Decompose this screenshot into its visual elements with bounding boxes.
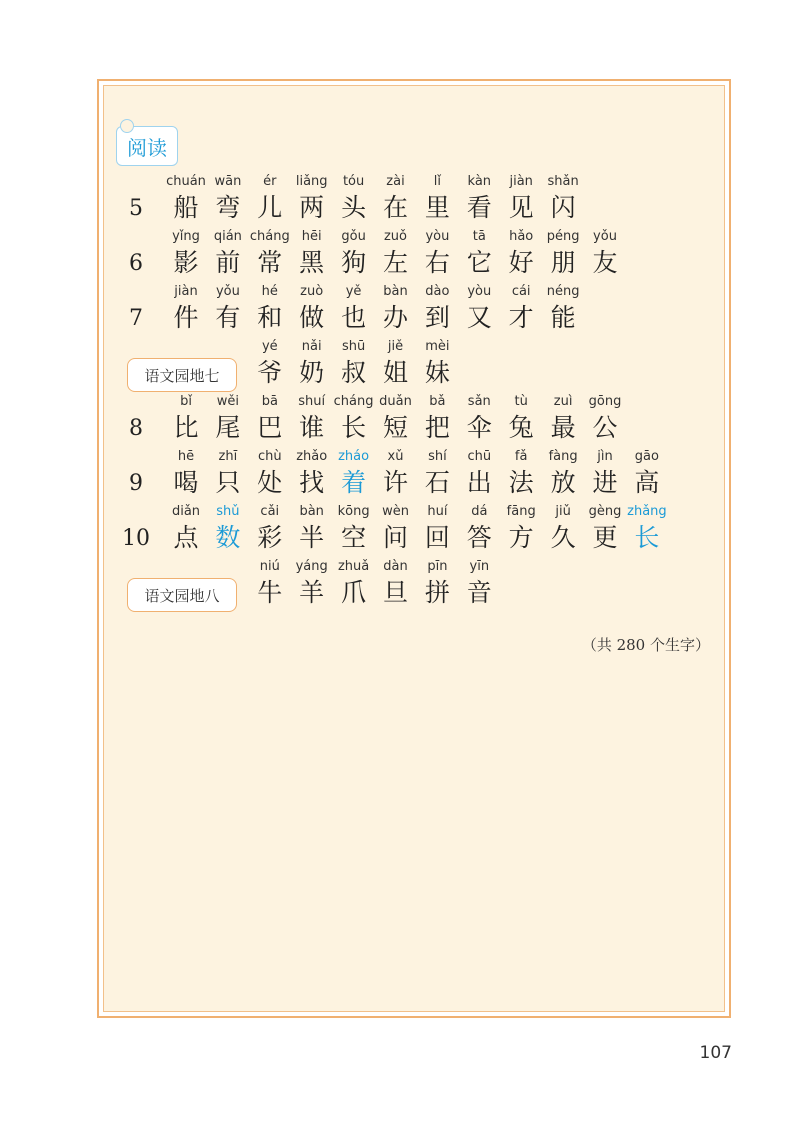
pinyin: jiàn — [174, 284, 198, 299]
character-row — [0, 392, 796, 448]
character-row — [0, 557, 796, 613]
pinyin: fāng — [506, 504, 536, 519]
pinyin: gǒu — [341, 229, 366, 244]
pinyin: shí — [428, 449, 447, 464]
pinyin: tù — [514, 394, 528, 409]
pinyin: jiǔ — [555, 504, 571, 519]
character-cell — [206, 447, 250, 499]
character-cell — [248, 337, 292, 389]
character-cell — [457, 392, 501, 444]
character-cell — [583, 447, 627, 499]
character-cell — [164, 172, 208, 224]
hanzi: 友 — [592, 248, 618, 277]
pinyin: cái — [511, 284, 531, 299]
hanzi: 里 — [424, 193, 450, 222]
pinyin: hē — [177, 449, 195, 464]
hanzi: 和 — [257, 303, 283, 332]
pinyin: gèng — [588, 504, 622, 519]
reading-tag-label: 阅读 — [127, 135, 167, 160]
character-cell — [206, 502, 250, 554]
pinyin: jiě — [387, 339, 404, 354]
character-cell — [164, 392, 208, 444]
hanzi: 它 — [466, 248, 492, 277]
pinyin: niú — [259, 559, 280, 574]
hanzi: 狗 — [341, 248, 367, 277]
character-cell — [415, 447, 459, 499]
hanzi: 头 — [341, 193, 367, 222]
pinyin: yáng — [295, 559, 328, 574]
hanzi: 公 — [592, 413, 618, 442]
hanzi: 朋 — [550, 248, 576, 277]
hanzi: 奶 — [299, 358, 325, 387]
pinyin: yòu — [425, 229, 450, 244]
hanzi: 办 — [382, 303, 408, 332]
hanzi: 才 — [508, 303, 534, 332]
pinyin: qián — [213, 229, 242, 244]
pinyin: hēi — [301, 229, 322, 244]
character-cell — [457, 502, 501, 554]
pinyin: yě — [345, 284, 362, 299]
hanzi: 兔 — [508, 413, 534, 442]
character-cell — [206, 227, 250, 279]
character-cell — [164, 502, 208, 554]
hanzi: 方 — [508, 523, 534, 552]
pinyin: bàn — [299, 504, 324, 519]
pinyin: fǎ — [514, 449, 528, 464]
pinyin: zhī — [218, 449, 238, 464]
character-cell — [164, 282, 208, 334]
character-cell — [248, 502, 292, 554]
pinyin: shǔ — [216, 504, 240, 519]
pinyin: lǐ — [433, 174, 441, 189]
pinyin: yòu — [467, 284, 492, 299]
pinyin: tóu — [342, 174, 365, 189]
character-cell — [332, 227, 376, 279]
hanzi: 妹 — [424, 358, 450, 387]
character-cell — [206, 282, 250, 334]
pinyin: cháng — [333, 394, 374, 409]
lesson-number: 10 — [122, 526, 150, 551]
total-count: （共 280 个生字） — [581, 636, 710, 654]
character-cell — [248, 172, 292, 224]
pinyin: chū — [467, 449, 492, 464]
pinyin: shuí — [298, 394, 326, 409]
character-cell — [541, 282, 585, 334]
pinyin: shū — [341, 339, 366, 354]
character-cell — [457, 172, 501, 224]
hanzi: 儿 — [257, 193, 283, 222]
character-cell — [374, 172, 418, 224]
hanzi: 羊 — [299, 578, 325, 607]
hanzi: 久 — [550, 523, 576, 552]
character-cell — [374, 392, 418, 444]
pinyin: jìn — [597, 449, 613, 464]
character-cell — [415, 282, 459, 334]
pinyin: yǐng — [172, 229, 200, 244]
hanzi: 常 — [257, 248, 283, 277]
character-cell — [541, 392, 585, 444]
pinyin: zài — [386, 174, 405, 189]
character-cell — [290, 557, 334, 609]
hanzi: 把 — [424, 413, 450, 442]
character-cell — [374, 227, 418, 279]
pinyin: xǔ — [387, 449, 404, 464]
pinyin: zhǎng — [627, 504, 667, 519]
pinyin: huí — [427, 504, 448, 519]
hanzi: 牛 — [257, 578, 283, 607]
hanzi: 进 — [592, 468, 618, 497]
lesson-number: 9 — [129, 471, 143, 496]
character-cell — [457, 282, 501, 334]
character-cell — [332, 282, 376, 334]
character-cell — [499, 502, 543, 554]
hanzi: 好 — [508, 248, 534, 277]
character-cell — [374, 557, 418, 609]
character-cell — [248, 392, 292, 444]
hanzi: 爷 — [257, 358, 283, 387]
hanzi: 点 — [173, 523, 199, 552]
hanzi: 长 — [341, 413, 367, 442]
pinyin: cǎi — [260, 504, 280, 519]
pinyin: bàn — [383, 284, 408, 299]
pinyin: hǎo — [509, 229, 534, 244]
hanzi: 能 — [550, 303, 576, 332]
character-cell — [374, 337, 418, 389]
section-tag: 语文园地七 — [127, 358, 237, 392]
hanzi: 旦 — [382, 578, 408, 607]
hanzi: 只 — [215, 468, 241, 497]
pinyin: pīn — [427, 559, 448, 574]
hanzi: 看 — [466, 193, 492, 222]
hanzi: 船 — [173, 193, 199, 222]
character-cell — [583, 502, 627, 554]
pinyin: fàng — [548, 449, 578, 464]
character-cell — [541, 502, 585, 554]
pinyin: yǒu — [215, 284, 240, 299]
hanzi: 短 — [382, 413, 408, 442]
pinyin: bā — [261, 394, 278, 409]
hanzi: 答 — [466, 523, 492, 552]
hanzi: 又 — [466, 303, 492, 332]
pinyin: nǎi — [301, 339, 322, 354]
paperclip-icon — [120, 119, 134, 133]
pinyin: zuì — [553, 394, 573, 409]
lesson-number: 7 — [129, 306, 143, 331]
hanzi: 右 — [424, 248, 450, 277]
character-cell — [332, 502, 376, 554]
hanzi: 姐 — [382, 358, 408, 387]
character-row — [0, 502, 796, 558]
pinyin: zhǎo — [296, 449, 328, 464]
character-cell — [625, 502, 669, 554]
pinyin: zuǒ — [383, 229, 408, 244]
pinyin: yīn — [469, 559, 490, 574]
character-cell — [457, 227, 501, 279]
hanzi: 空 — [341, 523, 367, 552]
character-row — [0, 447, 796, 503]
hanzi: 谁 — [299, 413, 325, 442]
character-row — [0, 282, 796, 338]
hanzi: 法 — [508, 468, 534, 497]
hanzi: 更 — [592, 523, 618, 552]
pinyin: cháng — [249, 229, 290, 244]
hanzi: 叔 — [341, 358, 367, 387]
character-cell — [206, 172, 250, 224]
character-row — [0, 337, 796, 393]
hanzi: 喝 — [173, 468, 199, 497]
pinyin: gōng — [588, 394, 622, 409]
pinyin: gāo — [634, 449, 659, 464]
lesson-number: 6 — [129, 251, 143, 276]
pinyin: wěi — [216, 394, 240, 409]
character-cell — [374, 447, 418, 499]
hanzi: 处 — [257, 468, 283, 497]
pinyin: zhuǎ — [337, 559, 370, 574]
pinyin: dào — [425, 284, 450, 299]
hanzi: 也 — [341, 303, 367, 332]
pinyin: kōng — [337, 504, 370, 519]
character-cell — [290, 227, 334, 279]
character-cell — [290, 392, 334, 444]
hanzi: 左 — [382, 248, 408, 277]
character-cell — [415, 392, 459, 444]
pinyin: dá — [471, 504, 488, 519]
character-cell — [290, 337, 334, 389]
pinyin: zháo — [338, 449, 370, 464]
hanzi: 问 — [382, 523, 408, 552]
character-cell — [248, 557, 292, 609]
hanzi: 数 — [215, 523, 241, 552]
pinyin: ér — [263, 174, 277, 189]
character-cell — [164, 447, 208, 499]
pinyin: chuán — [166, 174, 206, 189]
pinyin: wèn — [382, 504, 409, 519]
pinyin: sǎn — [467, 394, 491, 409]
hanzi: 比 — [173, 413, 199, 442]
hanzi: 在 — [382, 193, 408, 222]
character-cell — [332, 172, 376, 224]
pinyin: chù — [257, 449, 282, 464]
pinyin: diǎn — [171, 504, 201, 519]
lesson-number: 5 — [129, 196, 143, 221]
hanzi: 伞 — [466, 413, 492, 442]
character-cell — [541, 447, 585, 499]
hanzi: 尾 — [215, 413, 241, 442]
character-cell — [499, 172, 543, 224]
reading-tag — [116, 126, 178, 166]
pinyin: bǐ — [180, 394, 192, 409]
hanzi: 闪 — [550, 193, 576, 222]
character-row — [0, 227, 796, 283]
character-cell — [248, 227, 292, 279]
pinyin: péng — [546, 229, 580, 244]
hanzi: 石 — [424, 468, 450, 497]
pinyin: néng — [546, 284, 580, 299]
hanzi: 半 — [299, 523, 325, 552]
hanzi: 着 — [341, 468, 367, 497]
character-row — [0, 172, 796, 228]
hanzi: 前 — [215, 248, 241, 277]
hanzi: 见 — [508, 193, 534, 222]
character-cell — [457, 447, 501, 499]
hanzi: 到 — [424, 303, 450, 332]
character-cell — [248, 282, 292, 334]
character-cell — [499, 282, 543, 334]
character-cell — [583, 227, 627, 279]
character-cell — [499, 392, 543, 444]
pinyin: shǎn — [547, 174, 579, 189]
hanzi: 拼 — [424, 578, 450, 607]
hanzi: 彩 — [257, 523, 283, 552]
pinyin: hé — [261, 284, 278, 299]
character-cell — [332, 557, 376, 609]
hanzi: 有 — [215, 303, 241, 332]
character-cell — [290, 172, 334, 224]
hanzi: 件 — [173, 303, 199, 332]
pinyin: tā — [472, 229, 486, 244]
character-cell — [332, 447, 376, 499]
hanzi: 许 — [382, 468, 408, 497]
character-cell — [206, 392, 250, 444]
character-cell — [499, 227, 543, 279]
hanzi: 影 — [173, 248, 199, 277]
section-tag: 语文园地八 — [127, 578, 237, 612]
character-cell — [290, 502, 334, 554]
pinyin: yé — [261, 339, 278, 354]
pinyin: liǎng — [295, 174, 328, 189]
pinyin: zuò — [300, 284, 324, 299]
character-cell — [332, 337, 376, 389]
character-cell — [415, 172, 459, 224]
character-cell — [164, 227, 208, 279]
hanzi: 找 — [299, 468, 325, 497]
character-cell — [374, 282, 418, 334]
character-cell — [625, 447, 669, 499]
character-cell — [332, 392, 376, 444]
character-cell — [457, 557, 501, 609]
character-cell — [248, 447, 292, 499]
character-cell — [374, 502, 418, 554]
character-cell — [499, 447, 543, 499]
hanzi: 回 — [424, 523, 450, 552]
pinyin: yǒu — [593, 229, 617, 244]
character-cell — [415, 337, 459, 389]
hanzi: 长 — [634, 523, 660, 552]
pinyin: wān — [214, 174, 242, 189]
page-number: 107 — [699, 1043, 732, 1063]
hanzi: 弯 — [215, 193, 241, 222]
pinyin: duǎn — [379, 394, 412, 409]
pinyin: dàn — [383, 559, 408, 574]
character-cell — [415, 227, 459, 279]
lesson-number: 8 — [129, 416, 143, 441]
hanzi: 两 — [299, 193, 325, 222]
hanzi: 出 — [466, 468, 492, 497]
hanzi: 高 — [634, 468, 660, 497]
hanzi: 最 — [550, 413, 576, 442]
character-cell — [415, 502, 459, 554]
hanzi: 巴 — [257, 413, 283, 442]
hanzi: 黑 — [299, 248, 325, 277]
hanzi: 放 — [550, 468, 576, 497]
hanzi: 做 — [299, 303, 325, 332]
character-cell — [290, 447, 334, 499]
pinyin: mèi — [425, 339, 450, 354]
hanzi: 爪 — [341, 578, 367, 607]
character-cell — [290, 282, 334, 334]
hanzi: 音 — [466, 578, 492, 607]
character-cell — [541, 172, 585, 224]
pinyin: kàn — [467, 174, 492, 189]
pinyin: bǎ — [429, 394, 446, 409]
character-cell — [583, 392, 627, 444]
character-cell — [415, 557, 459, 609]
character-cell — [541, 227, 585, 279]
pinyin: jiàn — [509, 174, 533, 189]
